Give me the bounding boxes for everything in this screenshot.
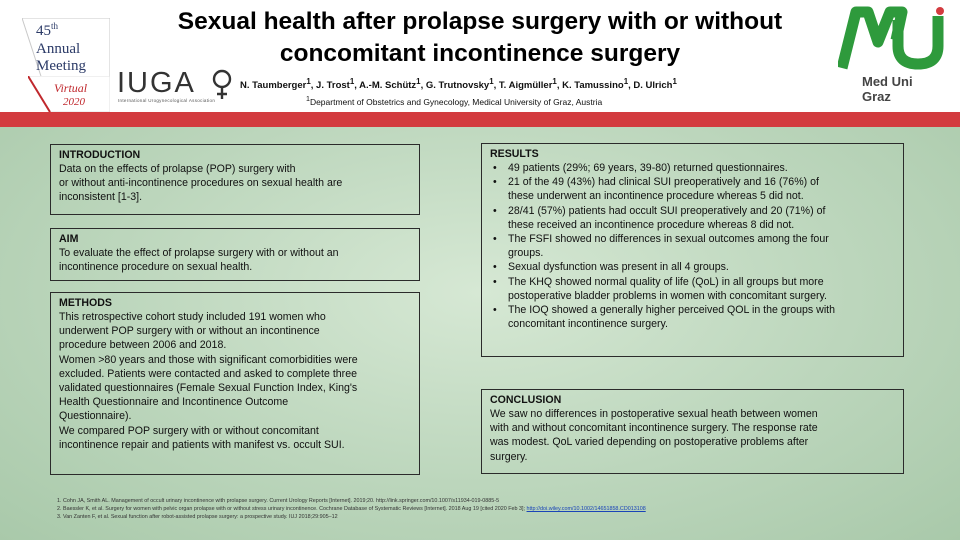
introduction-line: Data on the effects of prolapse (POP) surgery with <box>59 163 296 175</box>
results-list <box>490 161 895 331</box>
introduction-line: or without anti-incontinence procedures on sexual health are <box>59 177 343 190</box>
author: K. Tamussino <box>562 80 624 92</box>
affiliation: $^1$Department of Obstetrics and Gynecology, Medical University of Graz, Austria <box>306 95 603 107</box>
badge-ordinal: 45th <box>36 21 59 39</box>
methods-line: validated questionnaires (Female Sexual Function Index, King's <box>59 382 358 395</box>
methods-line: Questionnaire). <box>59 410 132 423</box>
aim-heading: AIM <box>59 233 79 245</box>
methods-line: Women >80 years and those with significant comorbidities were <box>59 353 358 366</box>
reference-2-link[interactable]: http://doi.wiley.com/10.1002/14651858.CD013108 <box>526 506 646 512</box>
author: T. Aigmüller <box>498 80 553 92</box>
methods-line: underwent POP surgery with or without an incontinence <box>59 325 320 338</box>
reference-2: 2. Baessler K, et al. Surgery for women with pelvic organ prolapse with or without stress urinary incontinence. Cochrane Database of Systematic Reviews [Internet]. 2018 Aug 19 [cited 2020 Feb 3]; http://doi.wiley.com/10.1002/14651858.CD013108 <box>57 506 646 512</box>
reference-1: 1. Cohn JA, Smith AL. Management of occult urinary incontinence with prolapse surgery. Current Urology Reports [Internet]. 2019;20. http://link.springer.com/10.1007/s11934-019-0885-5 <box>57 498 500 504</box>
conclusion-line: We saw no differences in postoperative sexual heath between women <box>490 408 818 420</box>
methods-line: We compared POP surgery with or without concomitant <box>59 424 319 437</box>
conclusion-line: surgery. <box>490 450 528 463</box>
meduni-logo-icon <box>838 6 948 70</box>
results-box <box>481 143 904 357</box>
methods-line: This retrospective cohort study included 191 women who <box>59 311 326 323</box>
methods-line: procedure between 2006 and 2018. <box>59 339 227 352</box>
female-symbol-icon <box>210 69 234 101</box>
methods-box <box>50 292 420 475</box>
author: N. Taumberger <box>240 80 307 92</box>
results-item: • The FSFI showed no differences in sexual outcomes among the four groups. <box>490 232 895 260</box>
author: A.-M. Schütz <box>359 80 417 92</box>
results-heading: RESULTS <box>490 148 539 160</box>
reference-3: 3. Van Zanten F, et al. Sexual function after robot-assisted prolapse surgery: a prospective study. IUJ 2018;29:905–12 <box>57 514 338 520</box>
references <box>57 497 937 521</box>
conclusion-box <box>481 389 904 474</box>
conclusion-heading: CONCLUSION <box>490 394 562 406</box>
introduction-heading: INTRODUCTION <box>59 149 141 161</box>
author: J. Trost <box>316 80 350 92</box>
aim-line: To evaluate the effect of prolapse surgery with or without an <box>59 247 339 259</box>
results-item: • The KHQ showed normal quality of life (QoL) in all groups but more postoperative bladder problems in women with concomitant surgery. <box>490 275 895 303</box>
header-red-bar <box>0 112 960 127</box>
iuga-wordmark: IUGA <box>117 67 196 99</box>
methods-line: excluded. Patients were contacted and asked to complete three <box>59 367 357 380</box>
poster-header <box>0 0 960 112</box>
results-item: • Sexual dysfunction was present in all 4 groups. <box>490 260 895 274</box>
methods-line: Health Questionnaire and Incontinence Outcome <box>59 396 289 409</box>
results-item: • 21 of the 49 (43%) had clinical SUI preoperatively and 16 (76%) of these underwent an incontinence procedure whereas 5 did not. <box>490 175 895 203</box>
author: D. Ulrich <box>633 80 673 92</box>
author: G. Trutnovsky <box>425 80 490 92</box>
conclusion-line: was modest. QoL varied depending on postoperative problems after <box>490 436 809 449</box>
badge-virtual: Virtual <box>54 81 88 95</box>
results-item: • The IOQ showed a generally higher perceived QOL in the groups with concomitant incontinence surgery. <box>490 303 895 331</box>
badge-year: 2020 <box>63 96 85 108</box>
introduction-line: inconsistent [1-3]. <box>59 191 143 204</box>
methods-line: incontinence repair and patients with manifest vs. occult SUI. <box>59 438 345 451</box>
introduction-box <box>50 144 420 215</box>
iuga-subtitle: International Urogynecological Association <box>118 98 216 103</box>
meduni-line2: Graz <box>862 89 891 104</box>
aim-line: incontinence procedure on sexual health. <box>59 261 253 274</box>
conclusion-line: with and without concomitant incontinence surgery. The response rate <box>490 422 818 435</box>
aim-box <box>50 228 420 281</box>
results-item: • 28/41 (57%) patients had occult SUI preoperatively and 20 (71%) of these received an incontinence procedure whereas 8 did not. <box>490 204 895 232</box>
badge-meeting: Meeting <box>36 58 86 74</box>
methods-heading: METHODS <box>59 297 112 309</box>
author-list: N. Taumberger$^1$, J. Trost$^1$, A.-M. Schütz$^1$, G. Trutnovsky$^1$, T. Aigmüller$^1$, K. Tamussino$^1$, D. Ulrich$^1$ <box>240 77 677 92</box>
meduni-line1: Med Uni <box>862 74 913 89</box>
results-item: • 49 patients (29%; 69 years, 39-80) returned questionnaires. <box>490 161 895 175</box>
poster-title: Sexual health after prolapse surgery with or without concomitant incontinence surgery <box>177 8 783 67</box>
badge-annual: Annual <box>36 41 81 57</box>
